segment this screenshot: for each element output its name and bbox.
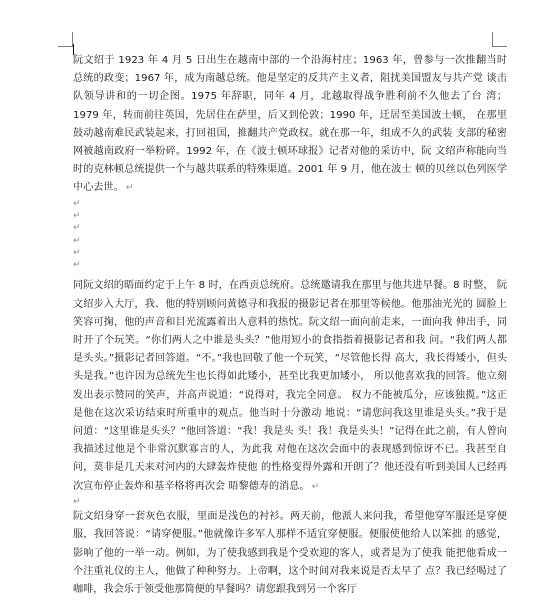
paragraph-mark: ↵ [125, 183, 134, 194]
crop-mark-top-left [58, 32, 73, 47]
empty-paragraph: ↵ [73, 247, 81, 258]
empty-paragraph: ↵ [73, 223, 81, 234]
paragraph-3: 阮文绍身穿一套灰色衣服，里面是浅色的衬衫。两天前，他派人来问我，希望他穿军服还是穿便服，我回答说：“请穿便服。”他就像许多军人那样不适宜穿便服。便服使他给人以笨拙 的感觉，影响了他的一举一动。例如，为了使我感到我是个受欢迎的客人，或者是为了使我 能把他看成一个注重礼仪的主人，他做了种种努力。上帝啊，这个时间对我来说是否太早了 点？我已经喝过了咖啡，我会乐于领受他那简便的早餐吗？请您跟我到另一个客厅 [73, 511, 507, 595]
paragraph-2: 同阮文绍的晤面约定于上午 8 时，在西贡总统府。总统邀请我在那里与他共进早餐。8 时整， 阮文绍步入大厅，我、他的特别顾问黄德寻和我报的摄影记者在那里等候他。他那油光光的 圆脸上笑容可掬，他的声音和目光流露着出人意料的热忱。阮文绍一面向前走来，一面向我 伸出手，同时开了个玩笑。“你们两人之中谁是头头？”他用短小的食指指着摄影记者和我 问。“我们两人都是头头。”摄影记者回答道。“不。”我也回敬了他一个玩笑，“尽管他长得 高大，我长得矮小，但头头是我。”也许因为总统先生也长得如此矮小，甚至比我更加矮小， 所以他喜欢我的回答。他立刻发出表示赞同的笑声，并高声说道：“说得对，我完全同意。 权力不能被瓜分，应该独揽。”这正是他在这次采访结束时所重申的观点。他当时十分激动 地说：“请您问我这里谁是头头。”我于是问道：“这里谁是头头？”他回答道：“我！我是头 头！我！我是头头！”记得在此之前，有人曾向我描述过他是个非常沉默寡言的人，为此我 对他在这次会面中的表现感到惊讶不已。我甚至自问，莫非是几天来对河内的大肆轰炸使他 的性格变得外露和开朗了？他还没有听到美国人已经再次宣布停止轰炸和基辛格将再次会 晤黎德寿的消息。 ↵ [73, 280, 507, 492]
empty-paragraph: ↵ [73, 210, 81, 221]
empty-paragraph: ↵ [73, 235, 81, 246]
empty-paragraph: ↵ [73, 496, 81, 507]
document-body[interactable] [73, 52, 507, 599]
crop-mark-top-right [492, 32, 507, 47]
empty-paragraph: ↵ [73, 260, 81, 271]
empty-paragraph: ↵ [73, 198, 81, 209]
paragraph-mark: ↵ [311, 481, 320, 492]
paragraph-1: 阮文绍于 1923 年 4 月 5 日出生在越南中部的一个沿海村庄；1963 年，曾参与一次推翻当时 总统的政变；1967 年，成为南越总统。他是坚定的反共产主义者，阻扰美国盟友与共产党 谈击队领导讲和的一切企图。1975 年辞职，同年 4 月，北越取得战争胜利前不久他去了台 湾；1979 年，转而前往英国，先居住在萨里，后又到伦敦；1990 年，迁居至美国波士顿， 在那里鼓动越南难民武装起来，打回祖国，推翻共产党政权。就在那一年，组成不久的武装 支部的秘密网被越南政府一举粉碎。1992 年，在《波士顿环球报》记者对他的采访中，阮 文绍声称能向当时的克林顿总统提供一个与越共联系的特殊渠道。2001 年 9 月，他在波士 顿的贝丝以色列医学中心去世。 ↵ [73, 55, 507, 194]
